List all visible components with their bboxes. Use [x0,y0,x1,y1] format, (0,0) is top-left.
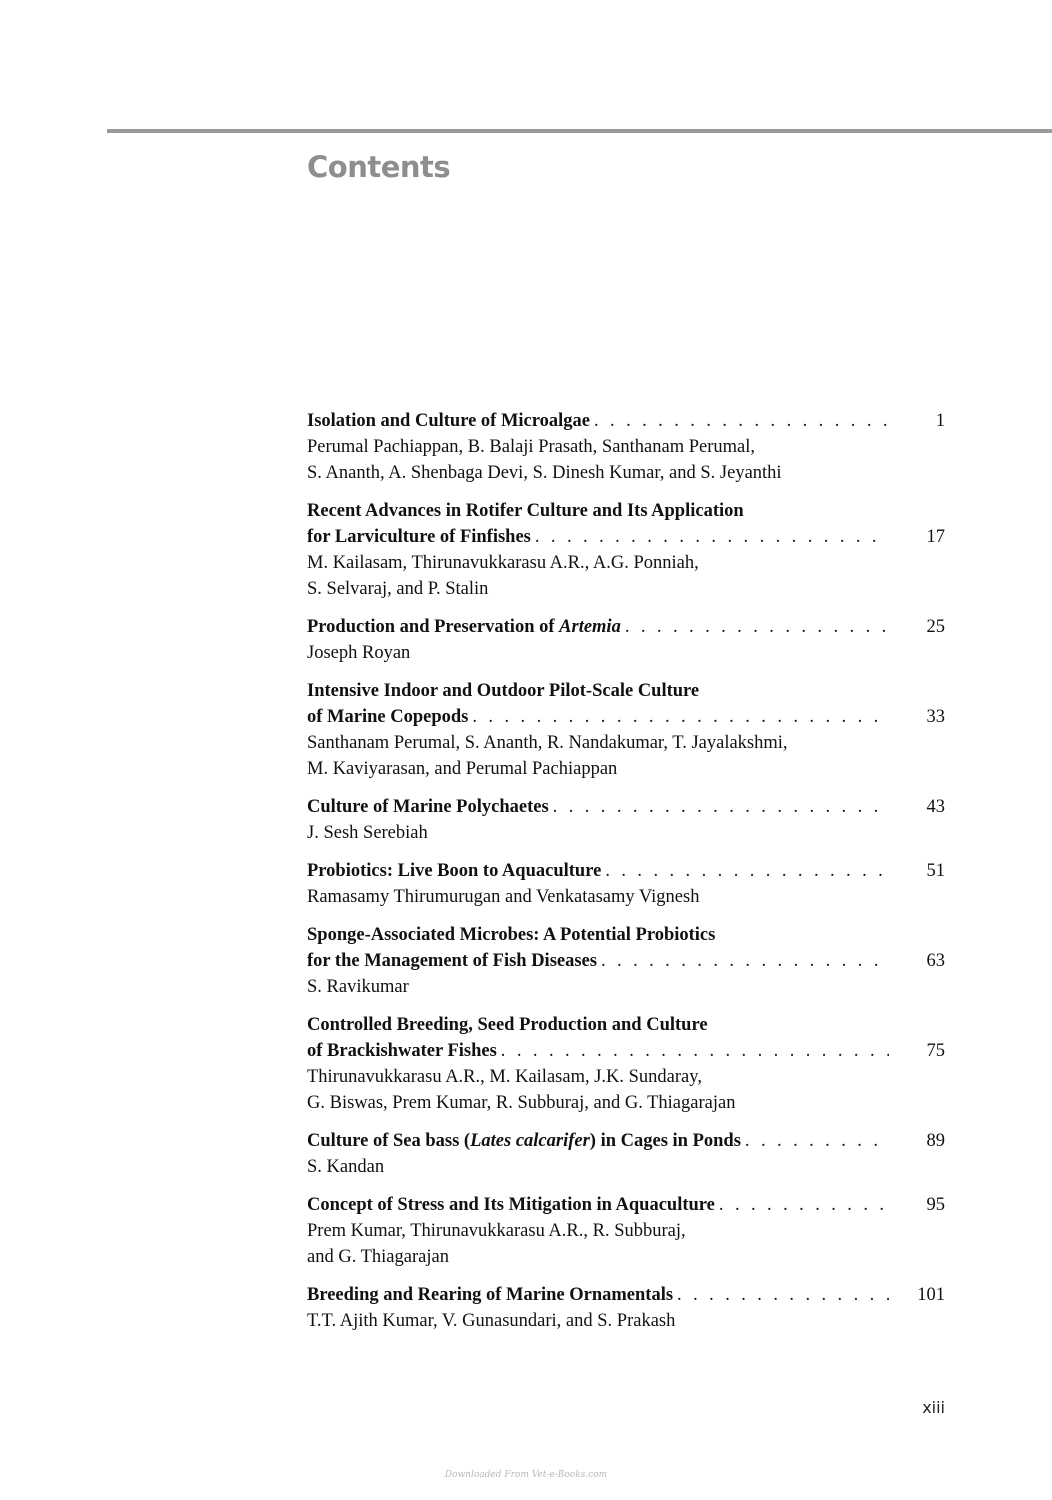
entry-authors: G. Biswas, Prem Kumar, R. Subburaj, and G. Thiagarajan [307,1093,736,1113]
entry-page-number: 89 [926,1131,945,1151]
entry-page-number: 63 [926,951,945,971]
entry-title-row [307,704,945,730]
entry-title-row [307,408,945,434]
toc-entry[interactable] [307,498,945,602]
entry-title-row [307,614,945,640]
toc-entry[interactable] [307,1128,945,1180]
entry-title-text: Concept of Stress and Its Mitigation in Aquaculture [307,1195,715,1215]
entry-title-text: Culture of Sea bass ( [307,1131,471,1151]
entry-page-number: 1 [935,411,945,431]
entry-title [307,704,468,730]
toc-entry[interactable] [307,408,945,486]
entry-page-number: 101 [917,1285,945,1305]
entry-title-italic: Artemia [559,617,621,637]
entry-title [307,1192,715,1218]
entry-page-number: 25 [926,617,945,637]
entry-title-row [307,1282,945,1308]
entry-authors: Thirunavukkarasu A.R., M. Kailasam, J.K. Sundaray, [307,1067,702,1087]
entry-title-text: Production and Preservation of [307,617,560,637]
toc-entry[interactable] [307,678,945,782]
entry-page-number: 33 [926,707,945,727]
entry-authors: S. Ravikumar [307,977,409,997]
entry-authors: and G. Thiagarajan [307,1247,449,1267]
entry-title [307,794,549,820]
entry-title-italic: Lates calcarifer [470,1131,590,1151]
entry-title-text: Culture of Marine Polychaetes [307,797,549,817]
dot-leader [625,614,889,640]
dot-leader [605,858,889,884]
entry-title-row [307,524,945,550]
entry-title-row [307,1038,945,1064]
entry-title [307,408,590,434]
page-title: Contents [307,150,451,184]
entry-page-number: 17 [926,527,945,547]
dot-leader [594,408,889,434]
entry-authors: Perumal Pachiappan, B. Balaji Prasath, Santhanam Perumal, [307,437,756,457]
top-rule [107,129,1052,133]
entry-title-row [307,1128,945,1154]
entry-authors: J. Sesh Serebiah [307,823,428,843]
entry-title-line: Intensive Indoor and Outdoor Pilot-Scale Culture [307,681,700,701]
entry-title [307,948,597,974]
toc-entry[interactable] [307,794,945,846]
entry-title-text: for Larviculture of Finfishes [307,527,531,547]
toc-entry[interactable] [307,1192,945,1270]
entry-title-text: Breeding and Rearing of Marine Ornamentals [307,1285,674,1305]
entry-title-text: of Marine Copepods [307,707,469,727]
entry-title [307,858,601,884]
page-number: xiii [922,1398,945,1417]
entry-title-text: Probiotics: Live Boon to Aquaculture [307,861,602,881]
entry-authors: M. Kailasam, Thirunavukkarasu A.R., A.G. Ponniah, [307,553,699,573]
entry-title [307,1282,673,1308]
entry-authors: S. Selvaraj, and P. Stalin [307,579,489,599]
entry-authors: T.T. Ajith Kumar, V. Gunasundari, and S. Prakash [307,1311,676,1331]
entry-title-text: for the Management of Fish Diseases [307,951,597,971]
entry-title-row [307,858,945,884]
entry-authors: M. Kaviyarasan, and Perumal Pachiappan [307,759,618,779]
dot-leader [553,794,889,820]
entry-title-row [307,794,945,820]
entry-title-row [307,948,945,974]
dot-leader [501,1038,889,1064]
entry-title [307,524,531,550]
entry-title-line: Controlled Breeding, Seed Production and Culture [307,1015,708,1035]
toc-entry[interactable] [307,614,945,666]
dot-leader [719,1192,889,1218]
entry-authors: Santhanam Perumal, S. Ananth, R. Nandakumar, T. Jayalakshmi, [307,733,788,753]
entry-authors: Ramasamy Thirumurugan and Venkatasamy Vignesh [307,887,700,907]
entry-authors: S. Kandan [307,1157,385,1177]
table-of-contents [307,408,945,1346]
entry-page-number: 75 [926,1041,945,1061]
dot-leader [745,1128,889,1154]
toc-entry[interactable] [307,922,945,1000]
entry-authors: Joseph Royan [307,643,411,663]
entry-title-text: ) in Cages in Ponds [589,1131,741,1151]
entry-title [307,1128,741,1154]
toc-entry[interactable] [307,1282,945,1334]
entry-authors: Prem Kumar, Thirunavukkarasu A.R., R. Subburaj, [307,1221,686,1241]
entry-title-line: Sponge-Associated Microbes: A Potential Probiotics [307,925,716,945]
entry-page-number: 95 [926,1195,945,1215]
entry-page-number: 51 [926,861,945,881]
entry-authors: S. Ananth, A. Shenbaga Devi, S. Dinesh Kumar, and S. Jeyanthi [307,463,782,483]
dot-leader [677,1282,889,1308]
entry-title [307,1038,497,1064]
entry-title [307,614,621,640]
dot-leader [535,524,889,550]
dot-leader [472,704,889,730]
watermark: Downloaded From Vet-e-Books.com [444,1470,608,1480]
toc-entry[interactable] [307,1012,945,1116]
entry-title-text: of Brackishwater Fishes [307,1041,497,1061]
dot-leader [601,948,889,974]
entry-title-line: Recent Advances in Rotifer Culture and Its Application [307,501,744,521]
entry-title-text: Isolation and Culture of Microalgae [307,411,590,431]
toc-entry[interactable] [307,858,945,910]
entry-page-number: 43 [926,797,945,817]
entry-title-row [307,1192,945,1218]
